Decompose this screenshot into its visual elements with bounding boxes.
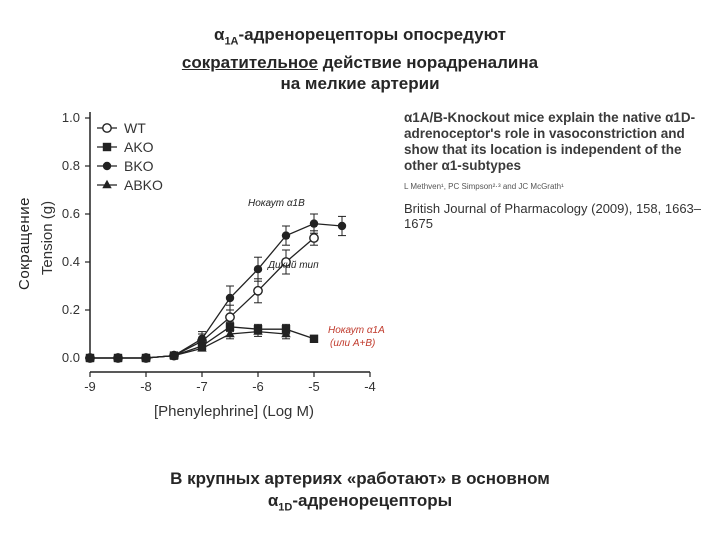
data-point-bko <box>310 219 318 227</box>
x-tick-label: -6 <box>252 379 264 394</box>
data-point-bko <box>338 222 346 230</box>
legend-label-bko: BKO <box>124 158 154 174</box>
data-point-wt <box>254 287 262 295</box>
title-line-1: $\alpha_{1A}$-адренорецепторы опосредуют <box>213 25 507 48</box>
chart-legend <box>97 120 163 193</box>
title-line-2: сократительное действие норадреналина <box>181 53 539 73</box>
reference-authors: L Methven¹, PC Simpson²·³ and JC McGrath¹ <box>404 182 564 191</box>
legend-label-abko: ABKO <box>124 177 163 193</box>
chart-axes <box>62 110 376 394</box>
legend-marker-bko <box>103 162 111 170</box>
y-tick-label: 1.0 <box>61 110 80 125</box>
annotation-wild-type: Дикий тип <box>268 260 319 271</box>
y-tick-label: 0.6 <box>61 206 80 221</box>
x-tick-label: -9 <box>84 379 96 394</box>
x-tick-label: -7 <box>196 379 208 394</box>
series-line-bko <box>90 224 342 358</box>
legend-label-ako: AKO <box>124 139 154 155</box>
reference-citation <box>404 110 714 231</box>
data-point-wt <box>310 234 318 242</box>
data-point-bko <box>254 265 262 273</box>
y-tick-label: 0.4 <box>61 254 80 269</box>
x-tick-label: -5 <box>308 379 320 394</box>
y-tick-label: 0.2 <box>61 302 80 317</box>
legend-marker-abko <box>102 180 111 188</box>
annotation-ko-1a-sub: (или A+B) <box>330 338 376 349</box>
legend-marker-ako <box>103 143 111 151</box>
reference-journal: British Journal of Pharmacology (2009), 158, 1663–1675 <box>404 201 702 231</box>
data-point-ako <box>310 335 318 343</box>
y-axis-label-ru: Сокращение <box>16 197 33 290</box>
title-line-3: на мелкие артерии <box>280 74 440 94</box>
reference-title: α1A/B-Knockout mice explain the native α1D-adrenoceptor's role in vasoconstriction and show that its location is independent of the other α1-subtypes <box>404 110 696 173</box>
annotation-ko-1b: Нокаут α1B <box>248 198 305 209</box>
data-point-wt <box>226 313 234 321</box>
legend-label-wt: WT <box>124 120 146 136</box>
y-tick-label: 0.8 <box>61 158 80 173</box>
x-tick-label: -8 <box>140 379 152 394</box>
data-point-bko <box>282 231 290 239</box>
bottom-line-2: $\alpha_{1D}$-адренорецепторы <box>267 491 453 514</box>
x-axis-title: [Phenylephrine] (Log M) <box>153 403 315 420</box>
data-point-bko <box>198 335 206 343</box>
x-tick-label: -4 <box>364 379 376 394</box>
bottom-line-1: В крупных артериях «работают» в основном <box>170 469 550 488</box>
bottom-caption <box>0 468 720 518</box>
y-tick-label: 0.0 <box>61 350 80 365</box>
chart-plot-area <box>85 214 346 362</box>
legend-marker-wt <box>103 124 111 132</box>
series-bko <box>86 214 346 362</box>
y-axis-title: Tension (g) <box>39 200 56 276</box>
data-point-bko <box>226 294 234 302</box>
annotation-ko-1a: Нокаут α1A <box>328 325 385 336</box>
